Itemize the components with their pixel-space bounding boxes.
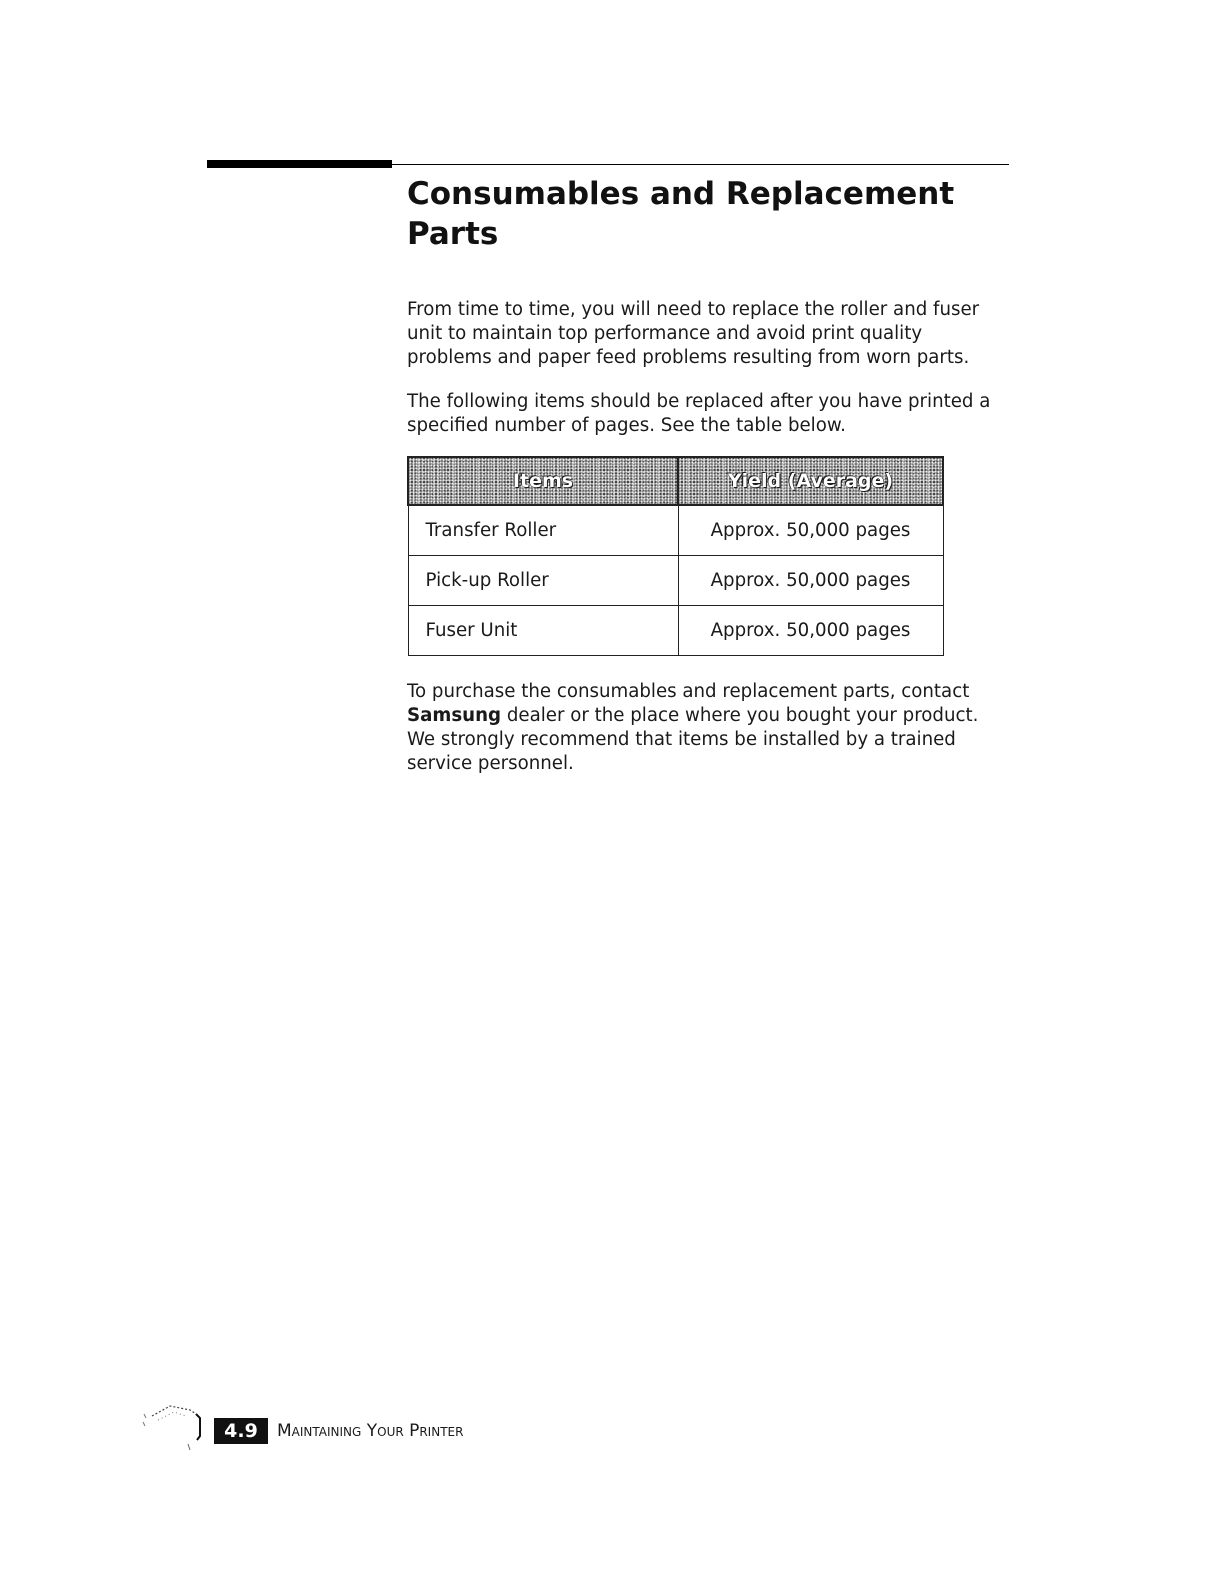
purchase-text-start: To purchase the consumables and replacement parts, contact xyxy=(407,681,970,702)
table-header-row xyxy=(408,457,943,505)
table-row xyxy=(408,556,943,606)
table-row xyxy=(408,505,943,556)
consumables-table xyxy=(407,456,944,656)
column-header-yield: Yield (Average) xyxy=(678,457,943,505)
intro-paragraph: From time to time, you will need to replace the roller and fuser unit to maintain top performance and avoid print quality problems and paper feed problems resulting from worn parts. xyxy=(407,299,980,368)
yield-cell: Approx. 50,000 pages xyxy=(678,556,943,606)
brand-name: Samsung xyxy=(407,705,502,726)
item-cell: Fuser Unit xyxy=(408,606,678,656)
table-lead-paragraph: The following items should be replaced after you have printed a specified number of pages. See the table below. xyxy=(407,391,991,436)
page-title: Consumables and Replacement Parts xyxy=(407,176,955,252)
purchase-text-end: dealer or the place where you bought your product. We strongly recommend that items be installed by a trained service personnel. xyxy=(407,705,979,774)
purchase-paragraph xyxy=(407,680,1011,776)
table-row xyxy=(408,606,943,656)
yield-cell: Approx. 50,000 pages xyxy=(678,505,943,556)
item-cell: Pick-up Roller xyxy=(408,556,678,606)
yield-cell: Approx. 50,000 pages xyxy=(678,606,943,656)
page-corner-icon xyxy=(140,1400,210,1452)
chapter-title: Maintaining Your Printer xyxy=(277,1421,464,1441)
section-rule-thin xyxy=(392,164,1009,165)
page-number: 4.9 xyxy=(214,1418,268,1444)
column-header-items: Items xyxy=(408,457,678,505)
section-rule-thick xyxy=(207,160,392,168)
item-cell: Transfer Roller xyxy=(408,505,678,556)
